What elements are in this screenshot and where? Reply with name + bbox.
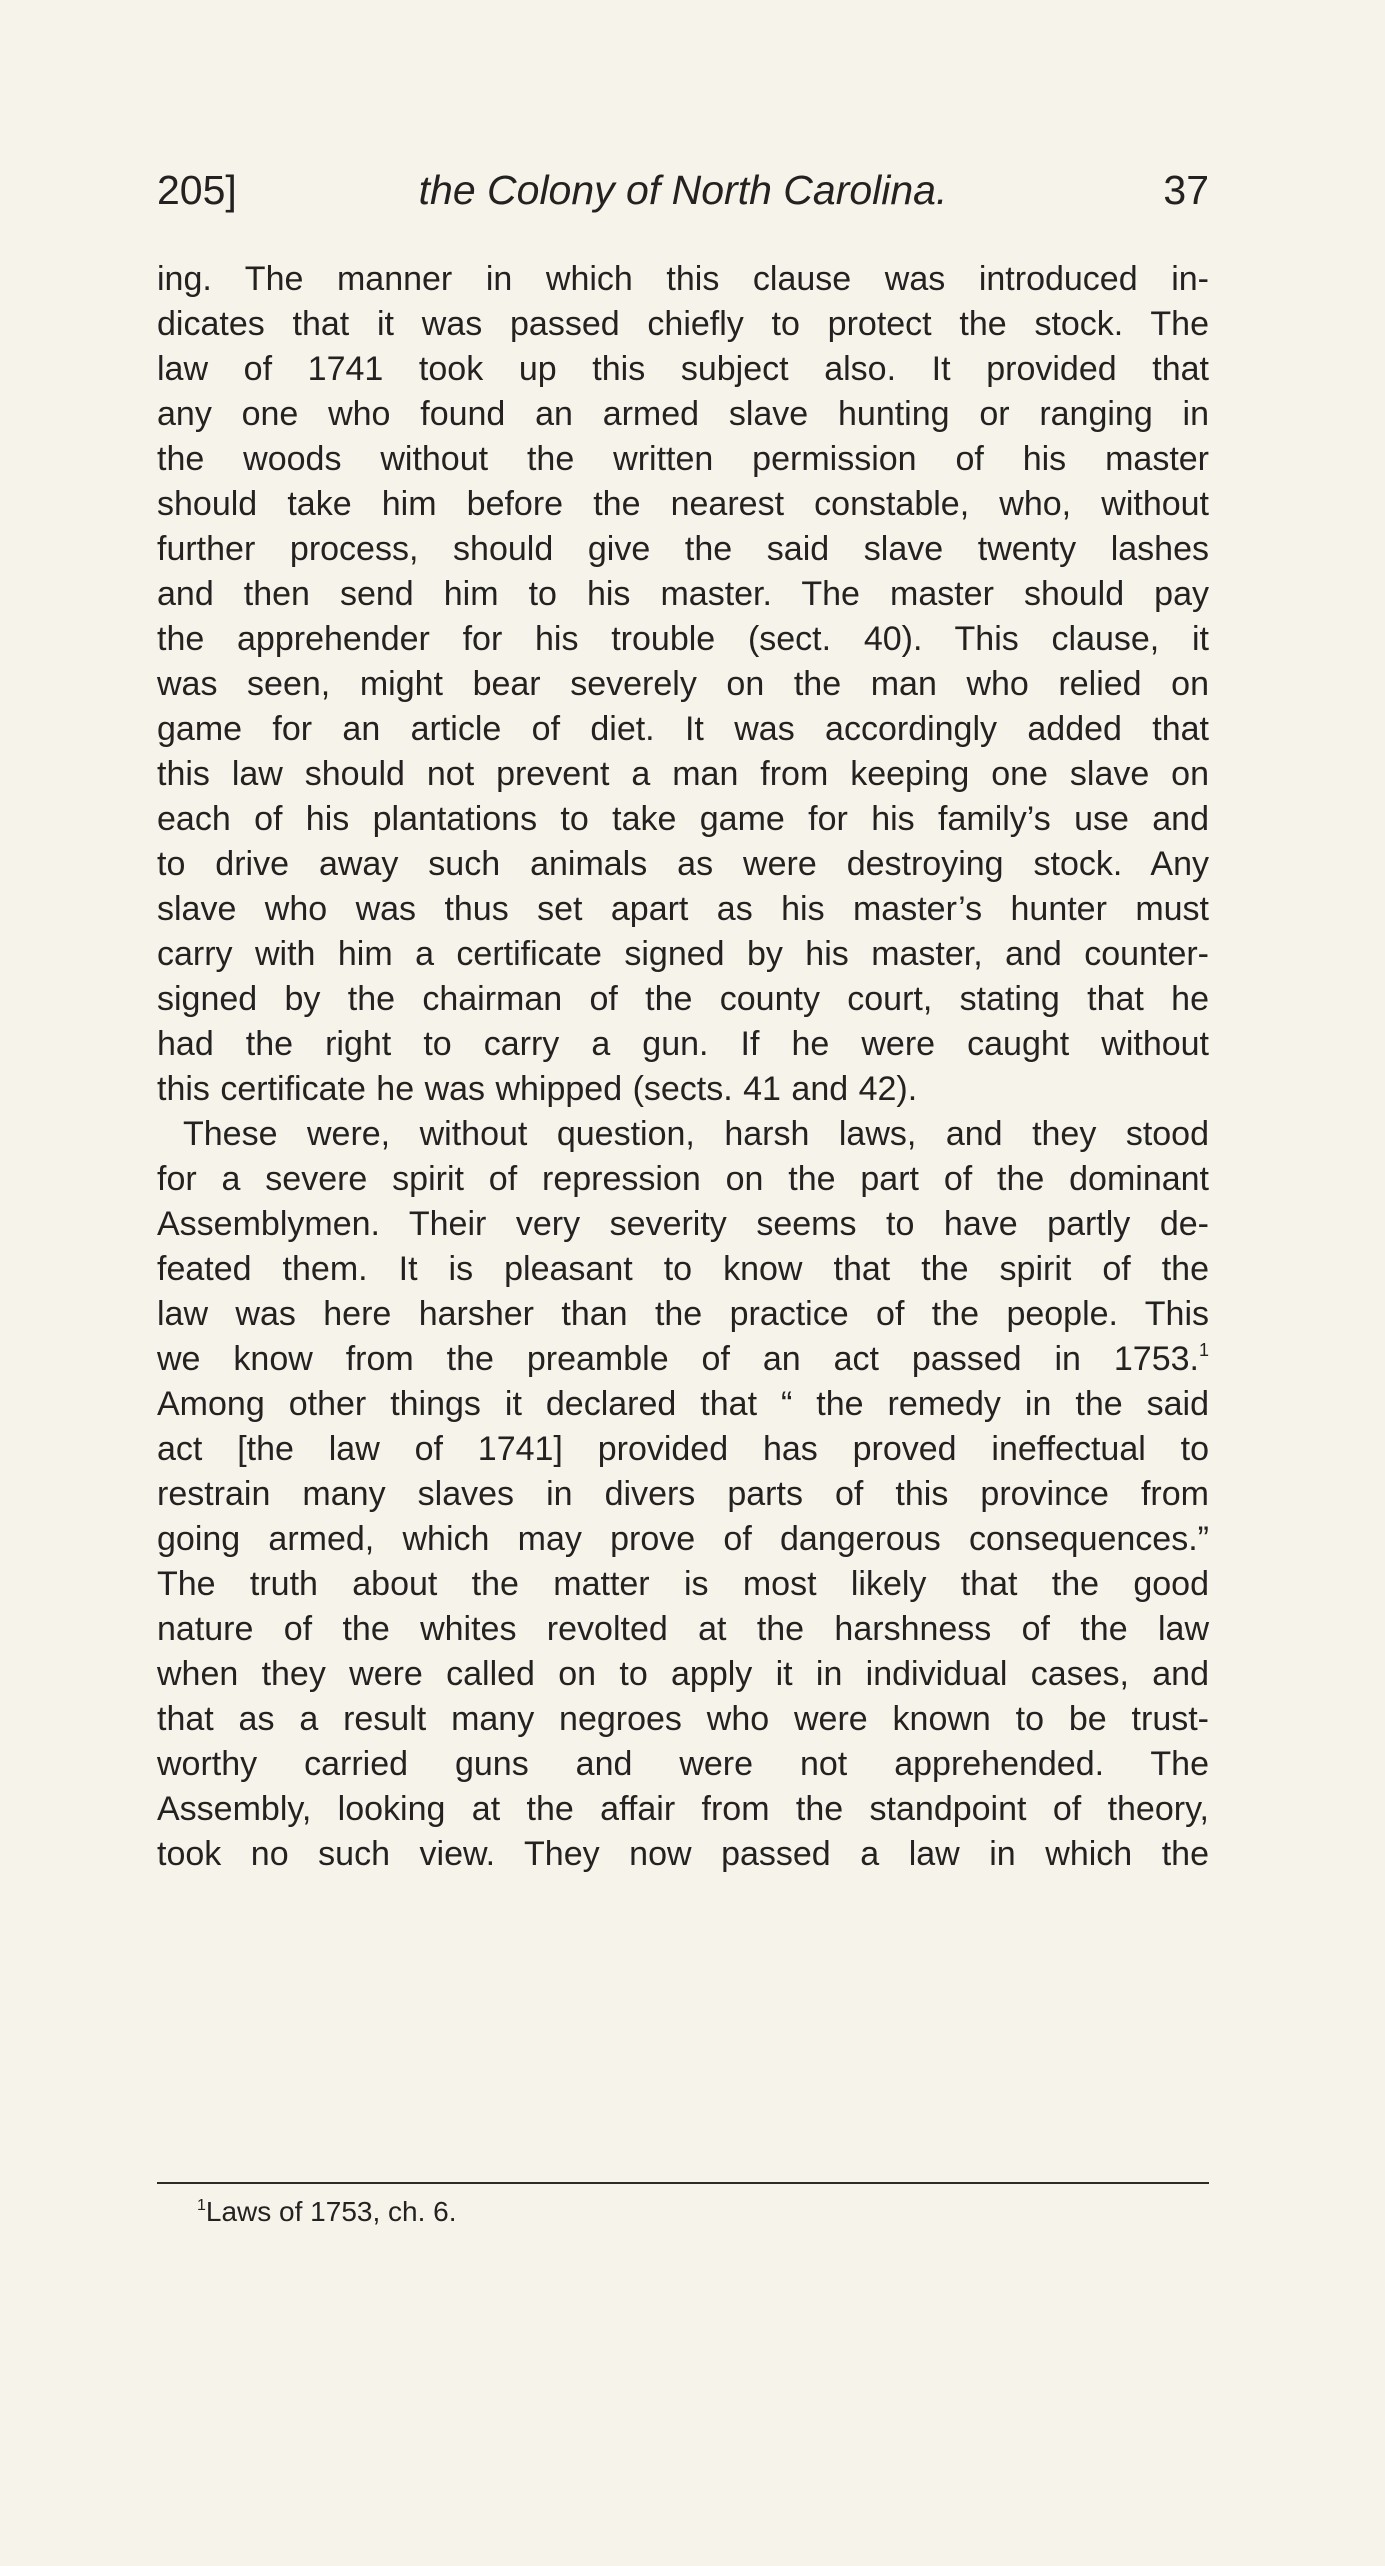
text-line: Among other things it declared that “ the remedy in the said: [157, 1385, 1209, 1423]
footnote-marker: 1: [197, 2197, 206, 2214]
footnote-divider: [157, 2182, 1209, 2184]
footnote-reference: 1: [1198, 1340, 1209, 1360]
text-line: worthy carried guns and were not apprehended. The: [157, 1745, 1209, 1783]
footnote: [197, 2193, 457, 2231]
footnote-text: Laws of 1753, ch. 6.: [205, 2196, 457, 2227]
text-line: took no such view. They now passed a law in which the: [157, 1835, 1209, 1873]
text-line: feated them. It is pleasant to know that the spirit of the: [157, 1250, 1209, 1288]
text-line: law was here harsher than the practice of the people. This: [157, 1295, 1209, 1333]
text-line: each of his plantations to take game for his family’s use and: [157, 800, 1209, 838]
text-line: when they were called on to apply it in individual cases, and: [157, 1655, 1209, 1693]
text-line: and then send him to his master. The master should pay: [157, 575, 1209, 613]
text-line: going armed, which may prove of dangerous consequences.”: [157, 1520, 1209, 1558]
text-line: These were, without question, harsh laws, and they stood: [183, 1115, 1209, 1153]
text-line: this certificate he was whipped (sects. 41 and 42).: [157, 1070, 918, 1108]
text-line: the woods without the written permission of his master: [157, 440, 1209, 478]
text-line: Assembly, looking at the affair from the standpoint of theory,: [157, 1790, 1209, 1828]
text-line: The truth about the matter is most likely that the good: [157, 1565, 1209, 1603]
text-line: Assemblymen. Their very severity seems to have partly de-: [157, 1205, 1209, 1243]
text-line: carry with him a certificate signed by his master, and counter-: [157, 935, 1209, 973]
text-line: dicates that it was passed chiefly to protect the stock. The: [157, 305, 1209, 343]
text-line: the apprehender for his trouble (sect. 40). This clause, it: [157, 620, 1209, 658]
text-line: any one who found an armed slave hunting or ranging in: [157, 395, 1209, 433]
section-number: 205]: [157, 167, 237, 213]
text-line: signed by the chairman of the county court, stating that he: [157, 980, 1209, 1018]
text-line: ing. The manner in which this clause was introduced in-: [157, 260, 1209, 298]
page-number: 37: [1163, 167, 1209, 213]
text-line: game for an article of diet. It was accordingly added that: [157, 710, 1209, 748]
running-head: [157, 160, 1209, 220]
text-line: act [the law of 1741] provided has proved ineffectual to: [157, 1430, 1209, 1468]
text-line: for a severe spirit of repression on the part of the dominant: [157, 1160, 1209, 1198]
text-line: to drive away such animals as were destroying stock. Any: [157, 845, 1209, 883]
text-line: law of 1741 took up this subject also. It provided that: [157, 350, 1209, 388]
text-line: this law should not prevent a man from keeping one slave on: [157, 755, 1209, 793]
text-line-with-note: [157, 1337, 1209, 1382]
text-line: restrain many slaves in divers parts of this province from: [157, 1475, 1209, 1513]
text-line: nature of the whites revolted at the harshness of the law: [157, 1610, 1209, 1648]
text-line: had the right to carry a gun. If he were caught without: [157, 1025, 1209, 1063]
text-line: was seen, might bear severely on the man who relied on: [157, 665, 1209, 703]
text-line: that as a result many negroes who were known to be trust-: [157, 1700, 1209, 1738]
text-line: slave who was thus set apart as his master’s hunter must: [157, 890, 1209, 928]
running-title: the Colony of North Carolina.: [418, 167, 948, 213]
text-line: should take him before the nearest constable, who, without: [157, 485, 1209, 523]
text-line-content: we know from the preamble of an act passed in 1753.: [157, 1340, 1199, 1378]
body-text: [157, 257, 1209, 1877]
text-line: further process, should give the said slave twenty lashes: [157, 530, 1209, 568]
